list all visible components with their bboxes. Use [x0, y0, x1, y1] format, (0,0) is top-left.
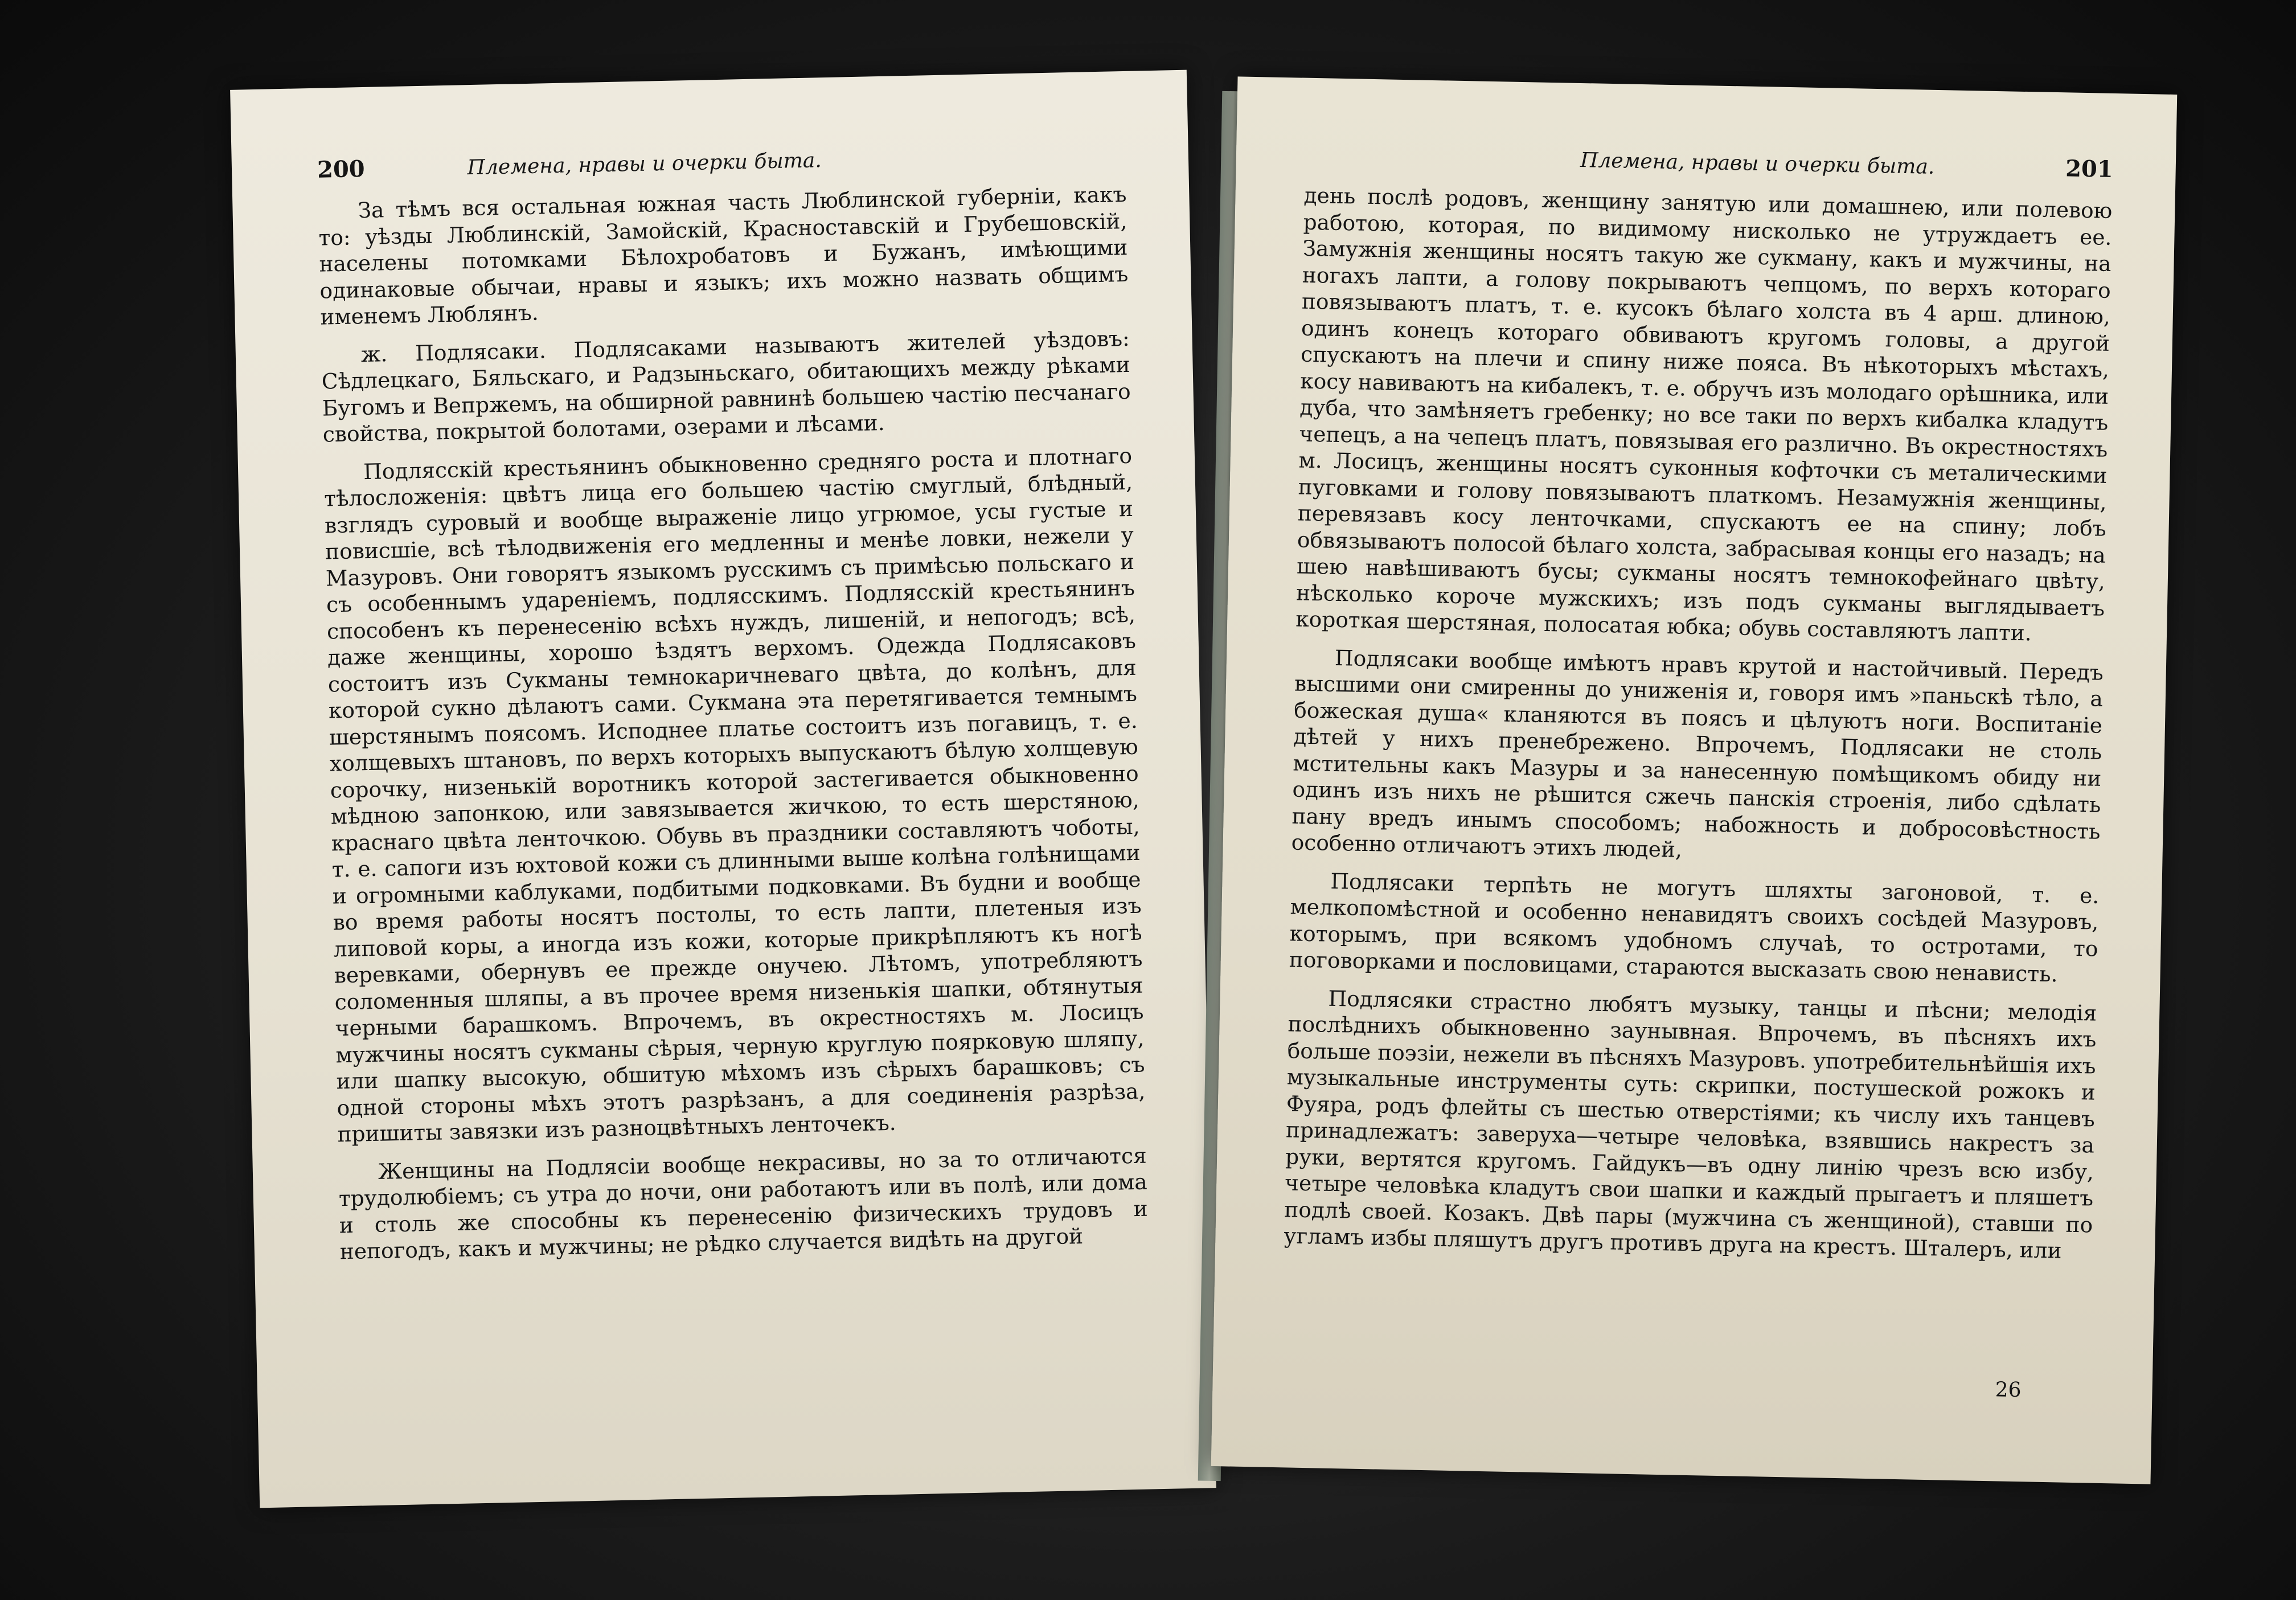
- left-paragraph: За тѣмъ вся остальная южная часть Люблинской губерніи, какъ то: уѣзды Люблинскій, Замойскій, Красноставскій и Грубешовскій, населены потомками Бѣлохробатовъ и Бужанъ, имѣющими одинаковые обычаи, нравы и языкъ; ихъ можно назвать общимъ именемъ Люблянъ.: [318, 181, 1129, 330]
- right-running-title: Племена, нравы и очерки быта.: [1580, 148, 1935, 179]
- right-paragraph: Подлясаки вообще имѣютъ нравъ крутой и настойчивый. Передъ высшими они смиренны до униженія и, говоря имъ »паньскѣ тѣло, а божеская душа« кланяются въ поясъ и цѣлуютъ ноги. Воспитаніе дѣтей у нихъ пренебрежено. Впрочемъ, Подлясаки не столь мстительны какъ Мазуры и за нанесенную помѣщикомъ обиду ни одинъ изъ нихъ не рѣшится сжечь панскія строенія, либо сдѣлать пану вредъ инымъ способомъ; набожность и добросовѣстность особенно отличаютъ этихъ людей,: [1291, 645, 2104, 862]
- left-paragraph: Подлясскій крестьянинъ обыкновенно средняго роста и плотнаго тѣлосложенія: цвѣтъ лица его большею частію смуглый, блѣдный, взглядъ суровый и вообще выраженіе лицо угрюмое, усы густые и повисшіе, всѣ тѣлодвиженія его медленны и менѣе ловки, нежели у Мазуровъ. Они говорятъ языкомъ русскимъ съ примѣсью польскаго и съ особеннымъ удареніемъ, подлясскимъ. Подлясскій крестьянинъ способенъ къ перенесенію всѣхъ нуждъ, лишеній, и непогодъ; всѣ, даже женщины, хорошо ѣздятъ верхомъ. Одежда Подлясаковъ состоитъ изъ Сукманы темнокаричневаго цвѣта, до колѣнъ, для которой сукно дѣлаютъ сами. Сукмана эта перетягивается темнымъ шерстянымъ поясомъ. Исподнее платье состоитъ изъ погавицъ, т. е. холщевыхъ штановъ, по верхъ которыхъ выпускаютъ бѣлую холщевую сорочку, низенькій воротникъ которой застегивается обыкновенно мѣдною запонкою, или завязывается жичкою, то есть шерстяною, краснаго цвѣта ленточкою. Обувь въ праздники составляютъ чоботы, т. е. сапоги изъ юхтовой кожи съ длинными выше колѣна голѣнищами и огромными каблуками, подбитыми подковками. Въ будни и вообще во время работы носятъ постолы, то есть лапти, плетеныя изъ липовой коры, а иногда изъ кожи, которые прикрѣпляютъ къ ногѣ веревками, обернувъ ее прежде онучею. Лѣтомъ, употребляютъ соломенныя шляпы, а въ прочее время низенькія шапки, обтянутыя черными барашкомъ. Впрочемъ, въ окрестностяхъ м. Лосицъ мужчины носятъ сукманы сѣрыя, черную круглую поярковую шляпу, или шапку высокую, обшитую мѣхомъ изъ сѣрыхъ барашковъ; съ одной стороны мѣхъ этотъ разрѣзанъ, а для соединенія разрѣза, пришиты завязки изъ разноцвѣтныхъ ленточекъ.: [323, 443, 1146, 1147]
- left-paragraph: ж. Подлясаки. Подлясаками называютъ жителей уѣздовъ: Сѣдлецкаго, Бяльскаго, и Радзыньскаго, обитающихъ между рѣками Бугомъ и Вепржемъ, на обширной равнинѣ большею частію песчанаго свойства, покрытой болотами, озерами и лѣсами.: [321, 325, 1131, 447]
- signature-mark: 26: [1995, 1378, 2022, 1402]
- left-running-head: [317, 140, 1126, 183]
- left-text-block: [318, 181, 1149, 1265]
- left-running-title: Племена, нравы и очерки быта.: [467, 149, 822, 180]
- left-paragraph: Женщины на Подлясіи вообще некрасивы, но за то отличаются трудолюбіемъ; съ утра до ночи, они работаютъ или въ полѣ, или дома и столь же способны къ перенесенію физическихъ трудовъ и непогодъ, какъ и мужчины; не рѣдко случается видѣть на другой: [338, 1143, 1149, 1265]
- right-running-head: [1305, 141, 2114, 183]
- right-text-block: [1284, 182, 2113, 1265]
- right-paragraph: Подлясаки терпѣть не могутъ шляхты загоновой, т. е. мелкопомѣстной и особенно ненавидятъ своихъ сосѣдей Мазуровъ, которымъ, при всякомъ удобномъ случаѣ, то остротами, то поговорками и пословицами, стараются высказать свою ненависть.: [1289, 868, 2100, 987]
- left-page-number: 200: [317, 155, 366, 183]
- left-page: [230, 70, 1216, 1508]
- right-paragraph: Подлясяки страстно любятъ музыку, танцы и пѣсни; мелодія послѣднихъ обыкновенно заунывная. Впрочемъ, въ пѣсняхъ ихъ больше поэзіи, нежели въ пѣсняхъ Мазуровъ. употребительнѣйшія ихъ музыкальные инструменты суть: скрипки, постушеской рожокъ и Фуяра, родъ флейты съ шестью отверстіями; къ числу ихъ танцевъ принадлежатъ: заверуха—четыре человѣка, взявшись накрестъ за руки, вертятся кругомъ. Гайдукъ—въ одну линію чрезъ всю избу, четыре человѣка кладутъ свои шапки и каждый прыгаетъ и пляшетъ подлѣ своей. Козакъ. Двѣ пары (мужчина съ женщиной), ставши по угламъ избы пляшутъ другъ противъ друга на крестъ. Шталеръ, или: [1284, 985, 2097, 1263]
- right-page-number: 201: [2065, 155, 2114, 183]
- right-page: [1211, 76, 2178, 1484]
- right-paragraph: день послѣ родовъ, женщину занятую или домашнею, или полевою работою, которая, по видимому нисколько не утруждаетъ ее. Замужнія женщины носятъ такую же сукману, какъ и мужчины, на ногахъ лапти, а голову покрываютъ чепцомъ, по верхъ котораго повязываютъ платъ, т. е. кусокъ бѣлаго холста въ 4 арш. длиною, одинъ конецъ котораго обвиваютъ кругомъ головы, а другой спускаютъ на плечи и спину ниже пояса. Въ нѣкоторыхъ мѣстахъ, косу навиваютъ на кибалекъ, т. е. обручъ изъ молодаго орѣшника, или дуба, что замѣняетъ гребенку; но все таки по верхъ кибалка кладутъ чепецъ, а на чепецъ платъ, повязывая его различно. Въ окрестностяхъ м. Лосицъ, женщины носятъ суконныя кофточки съ металическими пуговками и голову повязываютъ платкомъ. Незамужнія женщины, перевязавъ косу ленточками, спускаютъ ее на спину; лобъ обвязываютъ полосой бѣлаго холста, забрасывая концы его назадъ; на шею навѣшиваютъ бусы; сукманы носятъ темнокофейнаго цвѣту, нѣсколько короче мужскихъ; изъ подъ сукманы выглядываетъ короткая шерстяная, полосатая юбка; обувь составляютъ лапти.: [1295, 182, 2113, 646]
